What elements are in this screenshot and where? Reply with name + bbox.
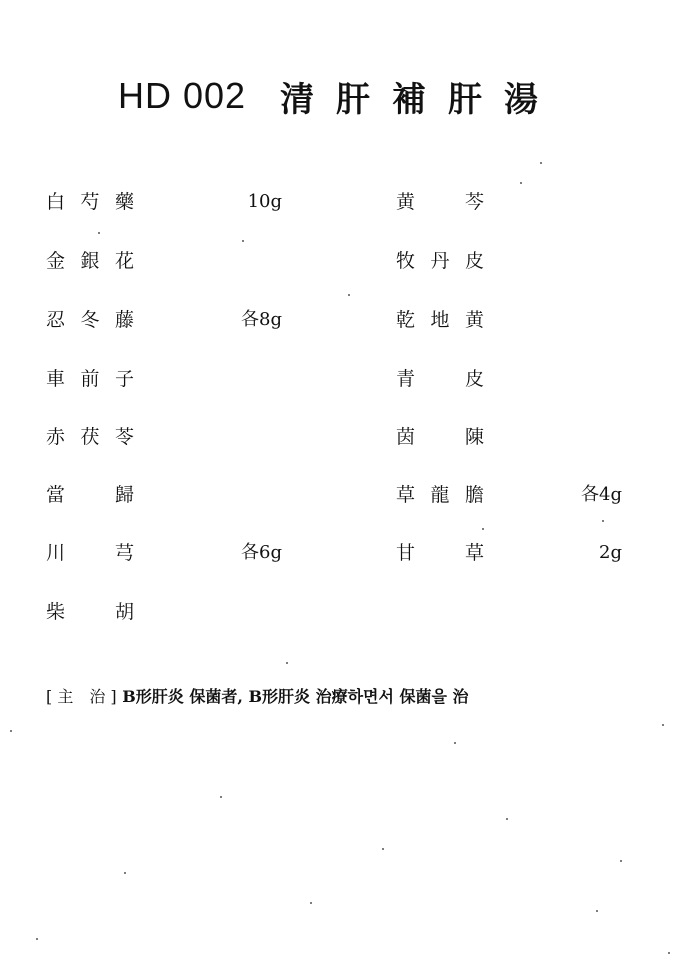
herb-name: 柴 胡 [46, 601, 134, 623]
indication-line [46, 685, 469, 709]
scan-speck [668, 952, 670, 954]
herb-name: 茵 陳 [396, 426, 484, 448]
herb-name: 金銀花 [46, 250, 134, 272]
herb-name: 黄 芩 [396, 191, 484, 213]
herb-name: 乾地黄 [396, 309, 484, 331]
herb-name: 赤茯苓 [46, 426, 134, 448]
herb-right-7 [396, 541, 484, 565]
herb-name: 車前子 [46, 368, 134, 390]
herb-name: 草龍膽 [396, 484, 484, 506]
scan-speck [382, 848, 384, 850]
herb-left-5 [46, 425, 134, 449]
herb-dose: 2g [599, 542, 622, 563]
scan-speck [482, 528, 484, 530]
scan-speck [242, 240, 244, 242]
scan-speck [124, 872, 126, 874]
herb-name: 忍冬藤 [46, 309, 134, 331]
scan-speck [520, 182, 522, 184]
indication-text: B形肝炎 保菌者, B形肝炎 治療하면서 保菌을 治 [122, 687, 469, 706]
herb-right-1 [396, 190, 484, 214]
herb-name: 青 皮 [396, 368, 484, 390]
scan-speck [620, 860, 622, 862]
herb-dose: 各6g [241, 542, 282, 563]
herb-dose: 各8g [241, 309, 282, 330]
scan-speck [98, 232, 100, 234]
herb-right-3 [396, 308, 484, 332]
scan-speck [348, 294, 350, 296]
scan-speck [10, 730, 12, 732]
herb-name: 牧丹皮 [396, 250, 484, 272]
herb-right-6 [396, 483, 484, 507]
herb-name: 白芍藥 [46, 191, 134, 213]
herb-right-5 [396, 425, 484, 449]
prescription-name: 清肝補肝湯 [280, 79, 561, 120]
herb-dose: 各4g [581, 484, 622, 505]
scan-speck [662, 724, 664, 726]
herb-left-3 [46, 308, 134, 332]
indication-label: [ 主 治 ] [46, 687, 117, 706]
herb-left-2 [46, 249, 134, 273]
scan-speck [220, 796, 222, 798]
herb-left-7 [46, 541, 134, 565]
herb-name: 當 歸 [46, 484, 134, 506]
herb-name: 甘 草 [396, 542, 484, 564]
scan-speck [286, 662, 288, 664]
scan-speck [602, 520, 604, 522]
scan-speck [540, 162, 542, 164]
herb-left-8 [46, 600, 134, 624]
herb-right-2 [396, 249, 484, 273]
page-title [118, 70, 560, 122]
scan-speck [596, 910, 598, 912]
herb-left-1 [46, 190, 134, 214]
herb-left-6 [46, 483, 134, 507]
herb-name: 川 芎 [46, 542, 134, 564]
prescription-code: HD 002 [118, 75, 247, 116]
scan-speck [310, 902, 312, 904]
herb-left-4 [46, 367, 134, 391]
herb-dose: 10g [247, 191, 282, 212]
herb-right-4 [396, 367, 484, 391]
scan-speck [454, 742, 456, 744]
scan-speck [506, 818, 508, 820]
scan-speck [36, 938, 38, 940]
